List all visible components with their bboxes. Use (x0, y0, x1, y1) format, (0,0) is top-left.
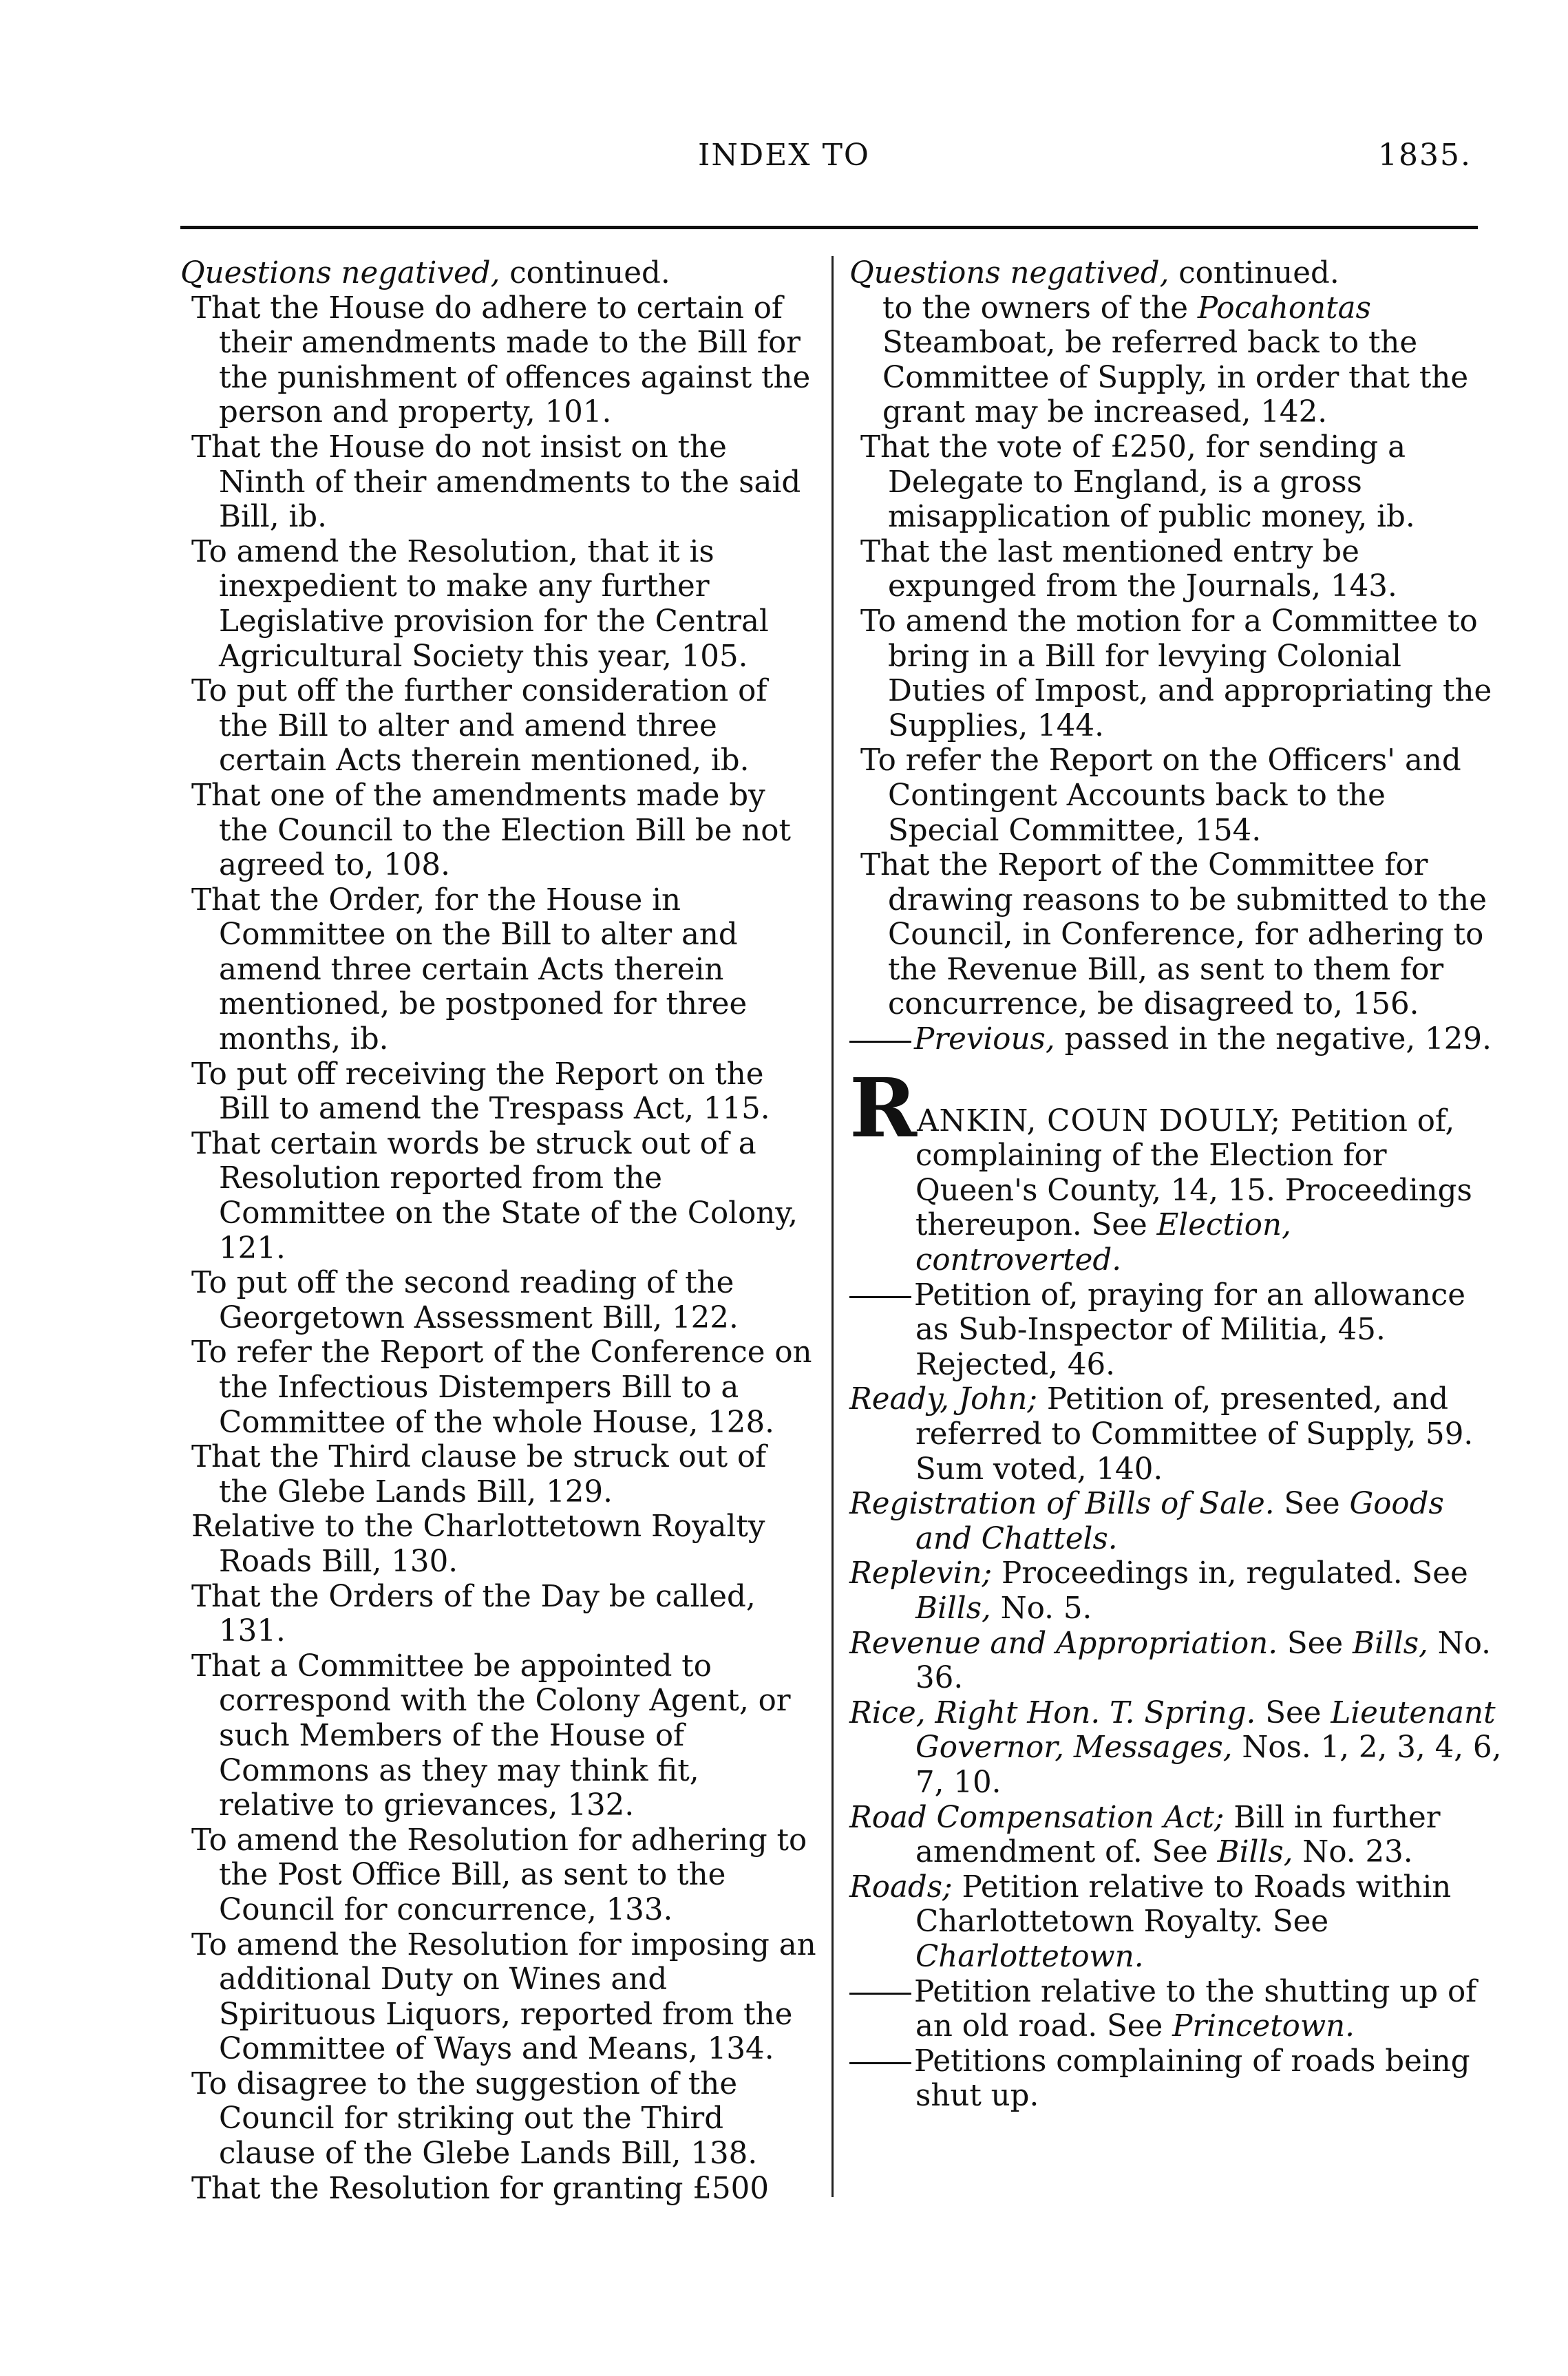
left-heading: Questions negatived, continued. (180, 256, 670, 290)
index-entry-revenue: Revenue and Appropriation. See Bills, No. 36. (849, 1626, 1492, 1696)
index-entry: That the House do adhere to certain of their amendments made to the Bill for the punishment of offences against the person and property, 101. (191, 290, 811, 430)
index-entry: That the vote of £250, for sending a Delegate to England, is a gross misapplication of public money, ib. (860, 429, 1415, 535)
index-entry: To amend the motion for a Committee to bring in a Bill for levying Colonial Duties of Impost, and appropriating the Supplies, 144. (860, 604, 1492, 743)
index-entry: To amend the Resolution, that it is inexpedient to make any further Legislative provision for the Central Agricultural Society this year, 105. (191, 534, 769, 674)
index-entry-roads: Roads; Petition relative to Roads within Charlottetown Royalty. See Charlottetown. (849, 1869, 1452, 1974)
index-entry: To disagree to the suggestion of the Council for striking out the Third clause of the Glebe Lands Bill, 138. (191, 2066, 758, 2172)
index-entry: To put off the further consideration of the Bill to alter and amend three certain Acts therein mentioned, ib. (191, 674, 767, 778)
index-entry: To refer the Report of the Conference on the Infectious Distempers Bill to a Committee of the whole House, 128. (191, 1335, 812, 1440)
page-title: INDEX TO (697, 138, 870, 173)
index-entry: To refer the Report on the Officers' and Contingent Accounts back to the Special Committee, 154. (860, 743, 1461, 848)
index-entry-rankin: RANKIN, COUN DOULY; Petition of, complaining of the Election for Queen's County, 14, 15. Proceedings thereupon. See Election, controverted. (849, 1059, 1472, 1278)
right-heading: Questions negatived, continued. (849, 256, 1339, 290)
index-entry: That a Committee be appointed to correspond with the Colony Agent, or such Members of the House of Commons as they may think fit, relative to grievances, 132. (191, 1648, 791, 1823)
index-entry: That the Resolution for granting £500 (191, 2171, 769, 2206)
index-entry: to the owners of the Pocahontas Steamboat, be referred back to the Committee of Supply, in order that the grant may be increased, 142. (882, 290, 1469, 430)
index-entry: To put off receiving the Report on the Bill to amend the Trespass Act, 115. (191, 1057, 770, 1127)
index-entry-rice: Rice, Right Hon. T. Spring. See Lieutenant Governor, Messages, Nos. 1, 2, 3, 4, 6, 7, 10. (849, 1695, 1502, 1800)
index-entry: To amend the Resolution for adhering to the Post Office Bill, as sent to the Council for concurrence, 133. (191, 1823, 807, 1927)
index-entry: That the last mentioned entry be expunged from the Journals, 143. (860, 534, 1397, 604)
index-subentry: Petitions complaining of roads being shut up. (849, 2044, 1503, 2114)
left-column (180, 256, 820, 2206)
index-entry: Relative to the Charlottetown Royalty Roads Bill, 130. (191, 1509, 765, 1579)
dash-mark (849, 1993, 911, 1995)
index-entry: That the Report of the Committee for drawing reasons to be submitted to the Council, in Conference, for adhering to the Revenue Bill, as sent to them for concurrence, be disagreed to, 156. (860, 848, 1487, 1022)
index-subentry: Previous, passed in the negative, 129. (849, 1022, 1503, 1057)
running-head (0, 124, 1568, 172)
dash-mark (849, 2062, 911, 2064)
header-rule (180, 226, 1478, 229)
index-entry-road: Road Compensation Act; Bill in further amendment of. See Bills, No. 23. (849, 1800, 1441, 1870)
drop-cap: R (849, 1059, 918, 1156)
index-entry: To amend the Resolution for imposing an additional Duty on Wines and Spirituous Liquors, reported from the Committee of Ways and Means, 134. (191, 1927, 816, 2067)
index-entry: That the Order, for the House in Committee on the Bill to alter and amend three certain Acts therein mentioned, be postponed for three months, ib. (191, 882, 748, 1057)
index-entry: That one of the amendments made by the Council to the Election Bill be not agreed to, 108. (191, 778, 791, 883)
right-column (849, 256, 1503, 2114)
page-year: 1835. (1378, 138, 1472, 173)
index-entry: To put off the second reading of the Georgetown Assessment Bill, 122. (191, 1266, 739, 1335)
dash-mark (849, 1296, 911, 1298)
index-subentry: Petition relative to the shutting up of an old road. See Princetown. (849, 1975, 1503, 2044)
index-entry: That the Orders of the Day be called, 131. (191, 1579, 756, 1649)
column-divider (831, 256, 834, 2197)
index-subentry: Petition of, praying for an allowance as Sub-Inspector of Militia, 45. Rejected, 46. (849, 1278, 1503, 1383)
index-entry-ready: Ready, John; Petition of, presented, and referred to Committee of Supply, 59. Sum voted, 140. (849, 1382, 1474, 1487)
index-entry-replevin: Replevin; Proceedings in, regulated. See Bills, No. 5. (849, 1556, 1468, 1626)
index-entry-registration: Registration of Bills of Sale. See Goods and Chattels. (849, 1487, 1444, 1556)
index-entry: That the House do not insist on the Ninth of their amendments to the said Bill, ib. (191, 429, 801, 535)
index-entry: That the Third clause be struck out of the Glebe Lands Bill, 129. (191, 1440, 767, 1509)
dash-mark (849, 1041, 911, 1043)
index-entry: That certain words be struck out of a Resolution reported from the Committee on the State of the Colony, 121. (191, 1126, 798, 1266)
